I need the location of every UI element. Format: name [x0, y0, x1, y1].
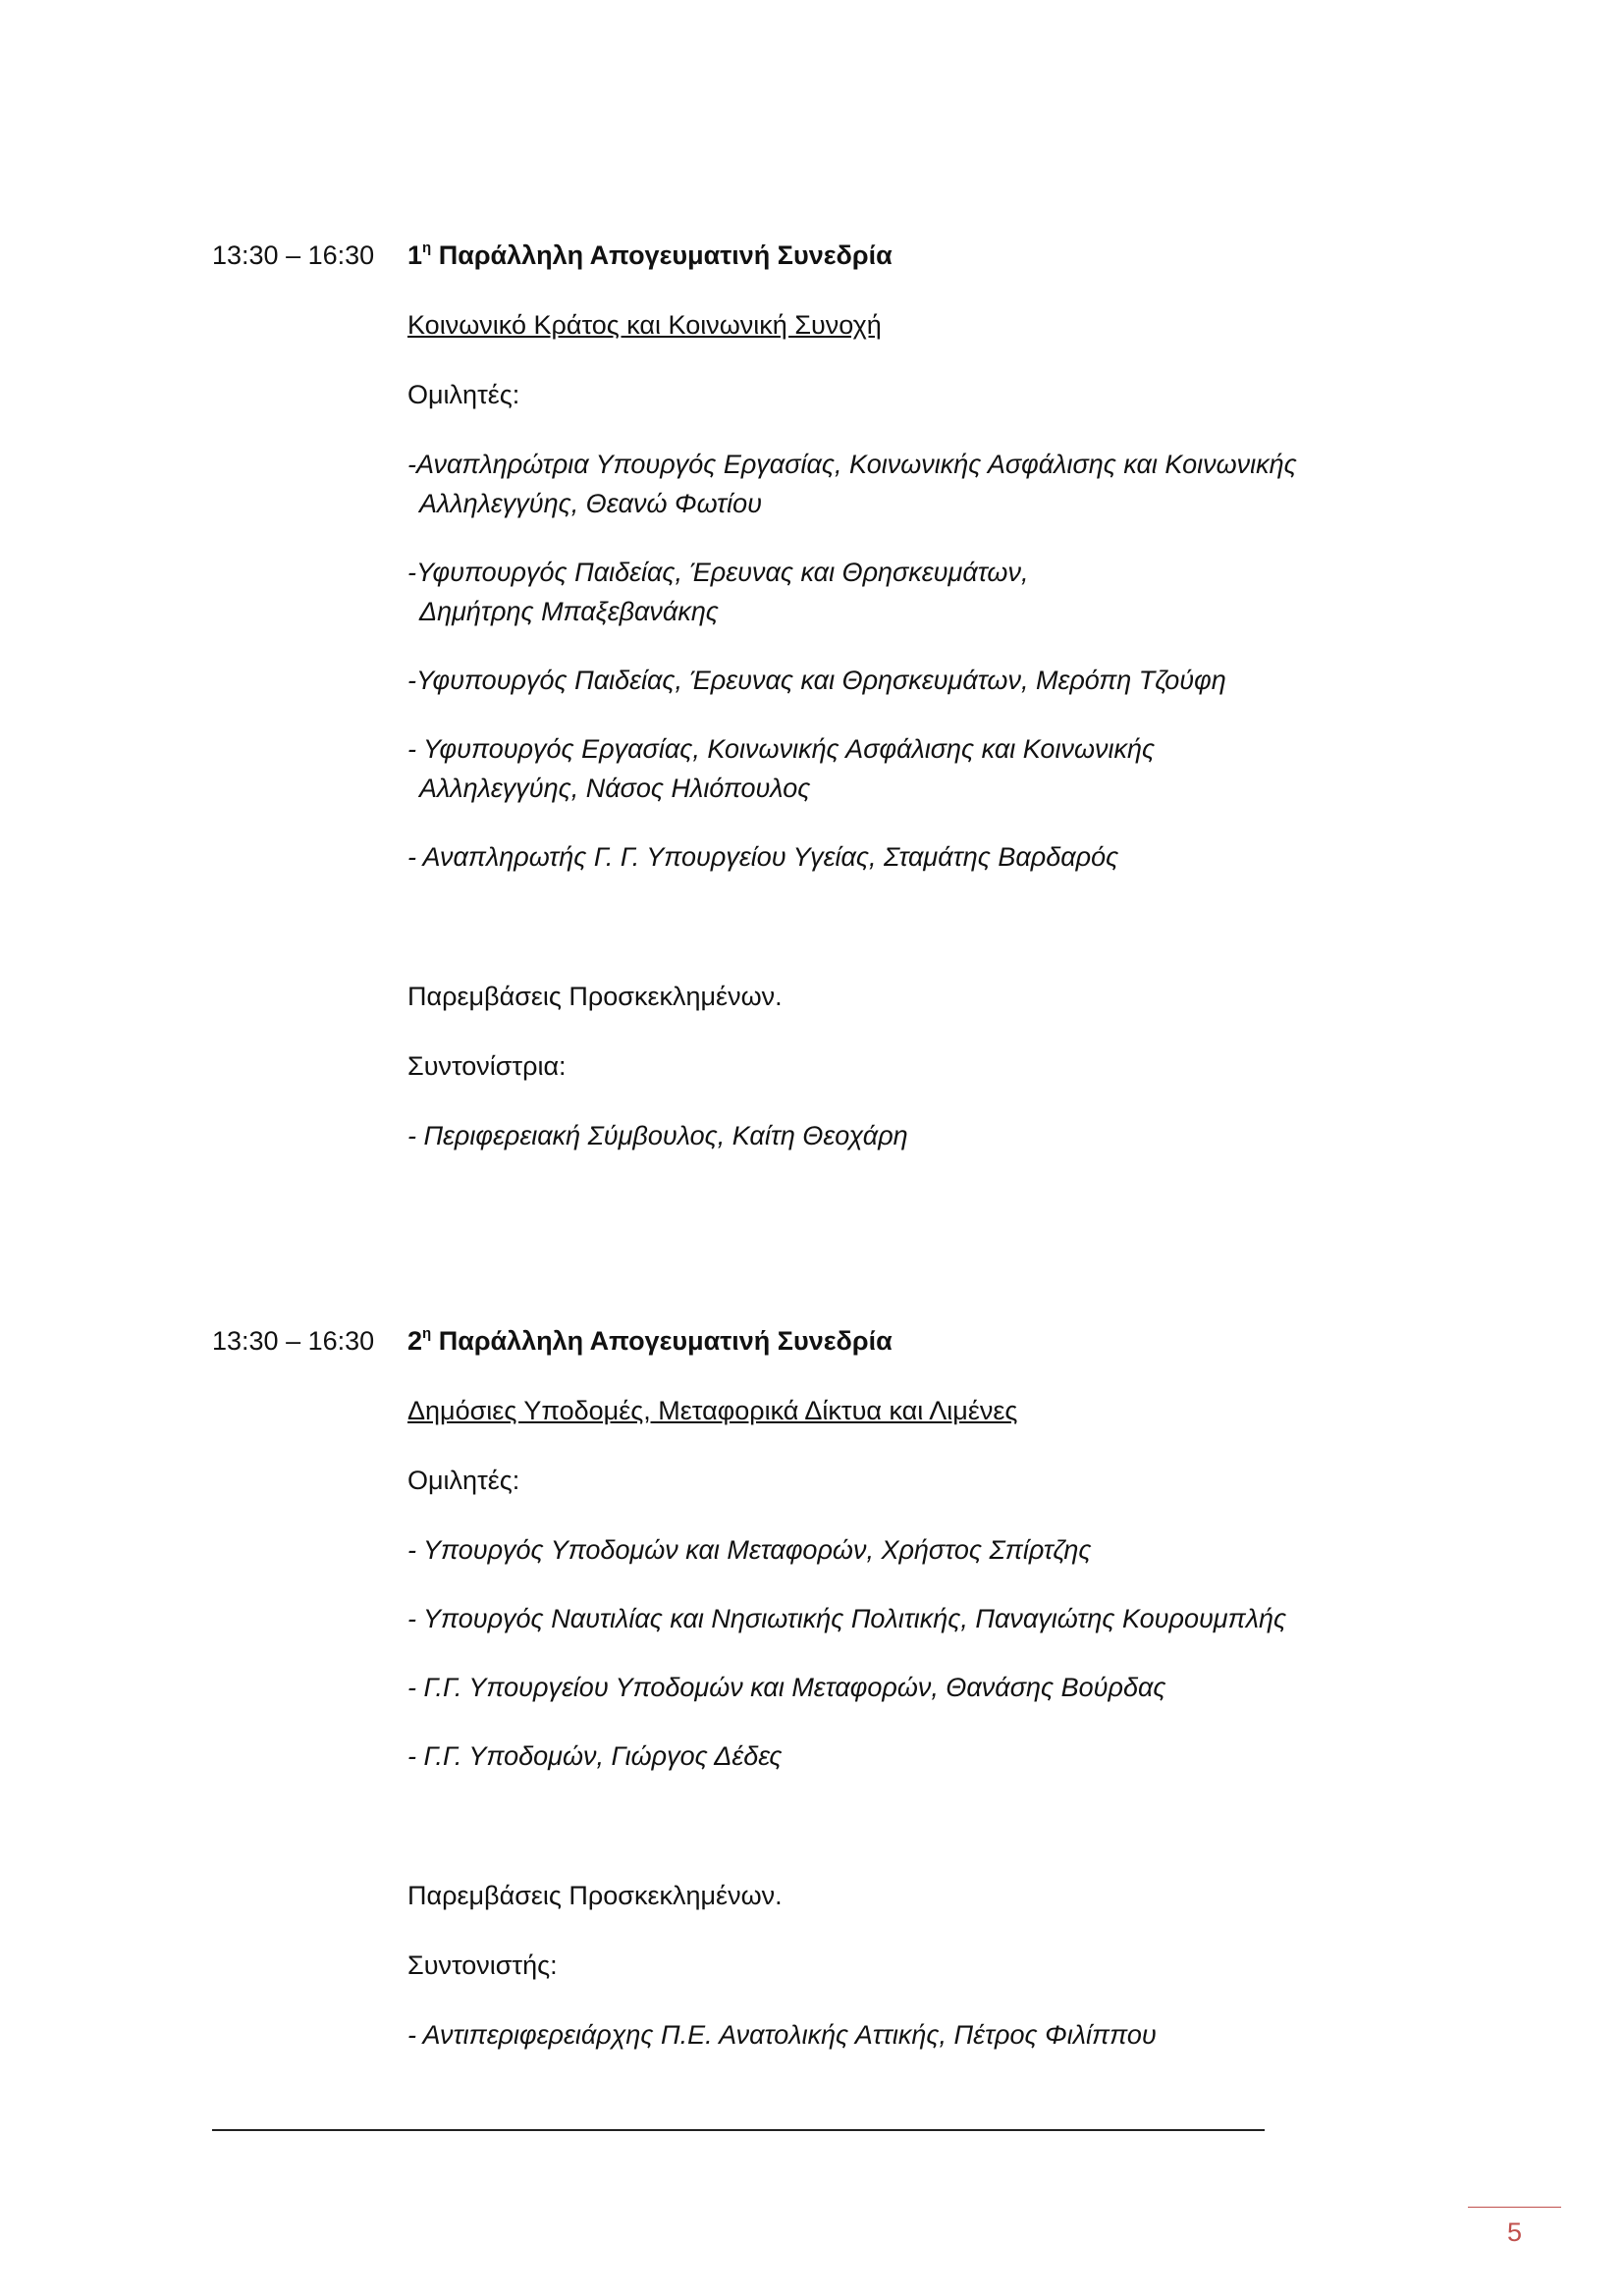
speaker-item — [407, 729, 1389, 808]
session-time: 13:30 – 16:30 — [212, 240, 375, 270]
moderator-item: - Αντιπεριφερειάρχης Π.Ε. Ανατολικής Αττικής, Πέτρος Φιλίππου — [407, 2020, 1157, 2050]
speaker-line-1: - Αναπληρωτής Γ. Γ. Υπουργείου Υγείας, Σταμάτης Βαρδαρός — [407, 842, 1119, 872]
speaker-line-1: -Υφυπουργός Παιδείας, Έρευνας και Θρησκευμάτων, Μερόπη Τζούφη — [407, 666, 1226, 695]
speakers-label: Ομιλητές: — [407, 1466, 520, 1495]
page-number-rule — [1468, 2207, 1561, 2208]
speaker-item — [407, 661, 1389, 700]
speaker-line-1: - Υφυπουργός Εργασίας, Κοινωνικής Ασφάλισης και Κοινωνικής — [407, 734, 1156, 764]
speaker-item — [407, 553, 1389, 631]
session-number: 1 — [407, 240, 423, 270]
speakers-label: Ομιλητές: — [407, 380, 520, 409]
interventions-note: Παρεμβάσεις Προσκεκλημένων. — [407, 982, 783, 1011]
session-number-suffix: η — [422, 1325, 432, 1342]
moderator-item: - Περιφερειακή Σύμβουλος, Καίτη Θεοχάρη — [407, 1121, 908, 1150]
session-topic: Δημόσιες Υποδομές, Μεταφορικά Δίκτυα και Λιμένες — [407, 1396, 1018, 1425]
session-time: 13:30 – 16:30 — [212, 1326, 375, 1356]
session-number: 2 — [407, 1326, 423, 1356]
interventions-note: Παρεμβάσεις Προσκεκλημένων. — [407, 1881, 783, 1910]
speaker-item: - Γ.Γ. Υποδομών, Γιώργος Δέδες — [407, 1741, 783, 1771]
speaker-item: - Υπουργός Υποδομών και Μεταφορών, Χρήστος Σπίρτζης — [407, 1535, 1092, 1565]
speaker-line-2: Αλληλεγγύης, Νάσος Ηλιόπουλος — [419, 774, 811, 803]
session-content — [407, 236, 1389, 1155]
session-title-text: Παράλληλη Απογευματινή Συνεδρία — [438, 1326, 893, 1356]
session-content — [407, 1321, 1389, 2055]
session-title-text: Παράλληλη Απογευματινή Συνεδρία — [438, 240, 893, 270]
speaker-line-1: -Αναπληρώτρια Υπουργός Εργασίας, Κοινωνικής Ασφάλισης και Κοινωνικής — [407, 450, 1297, 479]
session-number-suffix: η — [422, 240, 432, 256]
speaker-item — [407, 445, 1389, 523]
session-title — [407, 1321, 1389, 1361]
session-topic: Κοινωνικό Κράτος και Κοινωνική Συνοχή — [407, 310, 882, 340]
speaker-item — [407, 837, 1389, 877]
speaker-item: - Γ.Γ. Υπουργείου Υποδομών και Μεταφορών, Θανάσης Βούρδας — [407, 1673, 1166, 1702]
speaker-line-1: -Υφυπουργός Παιδείας, Έρευνας και Θρησκευμάτων, — [407, 558, 1029, 587]
speaker-line-2: Δημήτρης Μπαξεβανάκης — [419, 597, 719, 626]
page-number: 5 — [1506, 2217, 1523, 2247]
speaker-line-2: Αλληλεγγύης, Θεανώ Φωτίου — [419, 489, 762, 518]
speaker-item: - Υπουργός Ναυτιλίας και Νησιωτικής Πολιτικής, Παναγιώτης Κουρουμπλής — [407, 1604, 1287, 1633]
moderator-label: Συντονιστής: — [407, 1950, 558, 1980]
moderator-label: Συντονίστρια: — [407, 1051, 567, 1081]
session-title — [407, 236, 1389, 275]
footer-divider — [212, 2129, 1265, 2131]
